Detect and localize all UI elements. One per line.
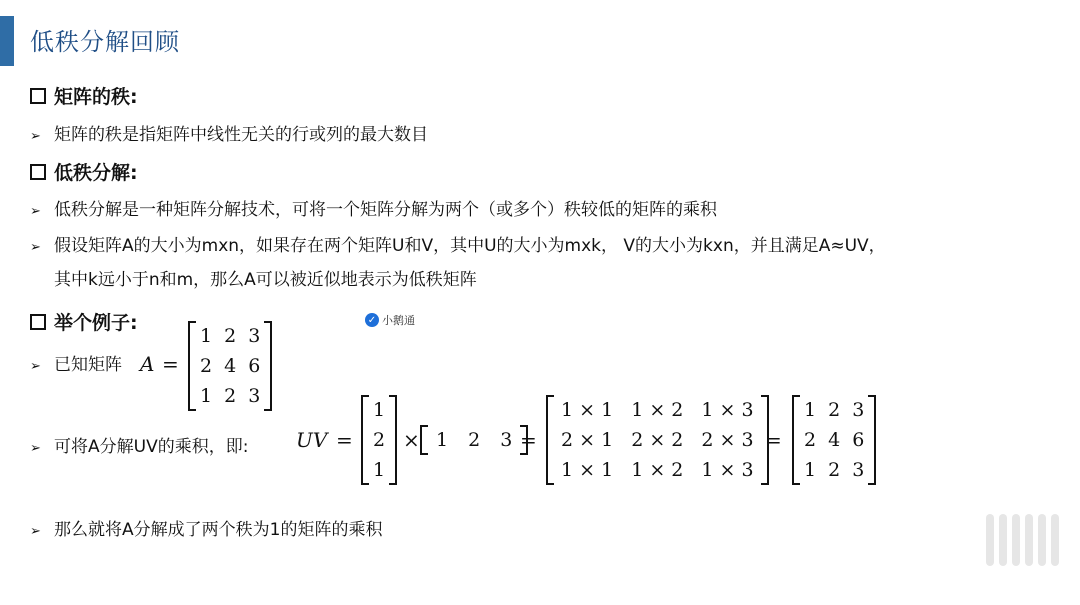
lowrank-bullet-2-cont-text: 其中k远小于n和m，那么A可以被近似地表示为低秩矩阵 [54,270,477,290]
uv-symbol: UV [296,428,328,452]
arrow-bullet-icon: ➢ [30,441,41,456]
matrix-cell: 2 × 2 [631,429,684,451]
matrix-cell: 2 [224,385,237,407]
matrix-cell: 2 [828,399,841,421]
conclusion-bullet [30,515,382,540]
matrix-cell: 1 × 2 [631,459,684,481]
matrix-cell: 2 [804,429,817,451]
equals-sign: = [162,352,179,376]
matrix-cell: 1 × 2 [631,399,684,421]
matrix-a-symbol: A [140,352,155,376]
matrix-cell: 2 [468,429,481,451]
matrix-cell: 1 [200,325,213,347]
decorative-bars [986,514,1072,566]
decomposition-bullet [30,432,248,457]
rank-bullet [30,120,428,145]
arrow-bullet-icon: ➢ [30,359,41,374]
matrix-cell: 2 × 3 [701,429,754,451]
matrix-cell: 1 × 1 [561,459,614,481]
logo [365,312,415,328]
rank-heading-text: 矩阵的秩: [54,86,138,108]
lowrank-bullet-2-cont [54,265,477,290]
matrix-a-table [194,321,266,411]
matrix-cell: 3 [852,459,865,481]
matrix-cell: 2 [373,429,386,451]
matrix-cell: 2 [200,355,213,377]
matrix-cell: 3 [248,385,261,407]
rank-bullet-text: 矩阵的秩是指矩阵中线性无关的行或列的最大数目 [54,125,428,145]
arrow-bullet-icon: ➢ [30,240,41,255]
matrix-cell: 1 [804,459,817,481]
matrix-cell: 1 × 3 [701,399,754,421]
check-circle-icon: ✓ [365,313,379,327]
rank-heading [30,82,138,109]
matrix-product [546,395,769,490]
matrix-cell: 3 [500,429,513,451]
matrix-cell: 1 [804,399,817,421]
checkbox-square-icon [30,88,46,104]
matrix-result-table [798,395,870,485]
matrix-u [361,395,397,490]
matrix-cell: 2 × 1 [561,429,614,451]
lowrank-bullet-2-text: 假设矩阵A的大小为mxn，如果存在两个矩阵U和V，其中U的大小为mxk， V的大小为kxn，并且满足A≈UV， [54,236,886,256]
known-matrix-bullet [30,350,122,375]
matrix-cell: 3 [248,325,261,347]
matrix-v-table [426,425,522,455]
decomposition-label: 可将A分解UV的乘积，即: [54,437,249,457]
lowrank-heading [30,158,138,185]
lowrank-heading-text: 低秩分解: [54,162,138,184]
matrix-cell: 1 [373,399,386,421]
matrix-u-table [367,395,391,485]
matrix-cell: 6 [852,429,865,451]
arrow-bullet-icon: ➢ [30,204,41,219]
matrix-cell: 1 [436,429,449,451]
logo-text: 小鹅通 [382,314,415,327]
matrix-cell: 1 [200,385,213,407]
matrix-result [792,395,876,490]
equals-sign: = [336,428,353,452]
lowrank-bullet-1 [30,195,717,220]
matrix-product-table [552,395,763,485]
title-accent-bar [0,16,14,66]
checkbox-square-icon [30,314,46,330]
matrix-a [188,321,272,416]
matrix-cell: 2 [828,459,841,481]
matrix-cell: 1 [373,459,386,481]
matrix-cell: 4 [224,355,237,377]
matrix-cell: 3 [852,399,865,421]
example-heading-text: 举个例子: [54,312,138,334]
matrix-cell: 6 [248,355,261,377]
matrix-cell: 1 × 1 [561,399,614,421]
matrix-v [420,425,528,460]
matrix-cell: 1 × 3 [701,459,754,481]
lowrank-bullet-1-text: 低秩分解是一种矩阵分解技术，可将一个矩阵分解为两个（或多个）秩较低的矩阵的乘积 [54,200,717,220]
arrow-bullet-icon: ➢ [30,129,41,144]
equals-sign: = [520,428,537,452]
checkbox-square-icon [30,164,46,180]
conclusion-text: 那么就将A分解成了两个秩为1的矩阵的乘积 [54,520,383,540]
slide-title: 低秩分解回顾 [30,28,180,56]
equals-sign: = [765,428,782,452]
lowrank-bullet-2 [30,231,886,256]
known-matrix-label: 已知矩阵 [54,355,122,375]
matrix-cell: 4 [828,429,841,451]
matrix-cell: 2 [224,325,237,347]
arrow-bullet-icon: ➢ [30,524,41,539]
times-sign: × [403,428,420,452]
example-heading [30,308,138,335]
